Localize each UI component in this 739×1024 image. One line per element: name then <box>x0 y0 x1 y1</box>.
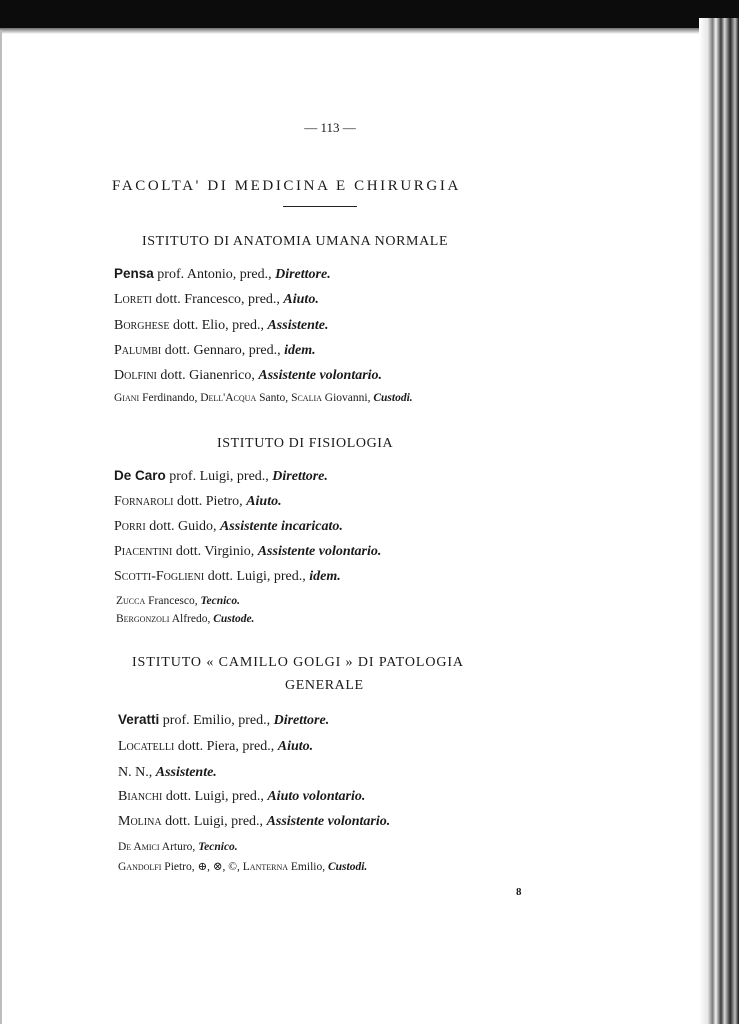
staff-surname: Dell'Acqua <box>200 392 257 404</box>
staff-surname: Zucca <box>116 595 146 607</box>
entry-role: Assistente incaricato. <box>219 519 343 534</box>
staff-line <box>116 613 254 625</box>
entry-line <box>114 368 382 384</box>
entry-line <box>118 765 217 781</box>
entry-role: Assistente volontario. <box>258 368 383 383</box>
staff-details: Arturo, <box>161 841 199 853</box>
entry-line <box>114 318 329 334</box>
staff-details: Pietro, ⊕, ⊗, ©, <box>164 861 243 873</box>
entry-surname: Palumbi <box>114 343 162 358</box>
staff-line <box>118 841 238 853</box>
staff-role: Custode. <box>213 613 255 625</box>
entry-line <box>114 519 343 535</box>
entry-details: dott. Gennaro, pred., <box>164 343 285 358</box>
entry-surname: Borghese <box>114 318 170 333</box>
staff-line <box>114 392 413 404</box>
entry-surname: Piacentini <box>114 544 173 559</box>
section-title-anatomia: ISTITUTO DI ANATOMIA UMANA NORMALE <box>142 234 449 249</box>
staff-role: Tecnico. <box>198 841 238 853</box>
signature-mark: 8 <box>516 886 522 898</box>
book-spine-edge <box>699 18 739 1024</box>
entry-role: Assistente. <box>155 765 217 780</box>
entry-surname: Locatelli <box>118 739 175 754</box>
staff-surname: Gandolfi <box>118 861 162 873</box>
staff-details: Santo, <box>259 392 292 404</box>
entry-surname: Bianchi <box>118 789 163 804</box>
entry-role: Assistente. <box>267 318 329 333</box>
entry-surname: N. N., <box>118 765 153 780</box>
staff-surname: De Amici <box>118 841 160 853</box>
entry-surname: De Caro <box>114 468 166 483</box>
entry-details: dott. Luigi, pred., <box>207 569 310 584</box>
staff-details: Ferdinando, <box>142 392 201 404</box>
entry-surname: Dolfini <box>114 368 157 383</box>
entry-details: dott. Luigi, pred., <box>165 789 268 804</box>
entry-line <box>114 343 316 359</box>
entry-role: Direttore. <box>272 469 328 484</box>
staff-surname: Giani <box>114 392 140 404</box>
entry-role: idem. <box>284 343 316 358</box>
staff-surname: Bergonzoli <box>116 613 170 625</box>
staff-role: Custodi. <box>327 861 368 873</box>
entry-line <box>118 789 365 805</box>
entry-line <box>114 569 341 585</box>
entry-role: Aiuto volontario. <box>267 789 366 804</box>
page-number: — 113 — <box>304 120 356 135</box>
entry-role: Direttore. <box>273 713 330 728</box>
entry-details: dott. Elio, pred., <box>172 318 268 333</box>
entry-details: dott. Guido, <box>149 519 220 534</box>
entry-line <box>118 739 313 755</box>
entry-role: Aiuto. <box>277 739 314 754</box>
entry-details: dott. Gianenrico, <box>160 368 259 383</box>
entry-surname: Porri <box>114 519 146 534</box>
entry-role: Aiuto. <box>283 292 319 307</box>
section-title-patologia: ISTITUTO « CAMILLO GOLGI » DI PATOLOGIA <box>132 655 464 670</box>
entry-line <box>114 468 328 485</box>
entry-line <box>114 292 319 308</box>
entry-surname: Molina <box>118 814 162 829</box>
entry-role: Direttore. <box>275 267 331 282</box>
staff-details: Alfredo, <box>171 613 214 625</box>
staff-role: Custodi. <box>373 392 413 404</box>
entry-line <box>118 712 329 729</box>
entry-details: dott. Francesco, pred., <box>155 292 284 307</box>
entry-details: dott. Virginio, <box>175 544 258 559</box>
entry-details: dott. Piera, pred., <box>177 739 278 754</box>
entry-details: dott. Luigi, pred., <box>165 814 267 829</box>
entry-line <box>114 544 381 560</box>
entry-surname: Loreti <box>114 292 152 307</box>
faculty-title: FACOLTA' DI MEDICINA E CHIRURGIA <box>112 178 461 194</box>
entry-surname: Scotti-Foglieni <box>114 569 205 584</box>
entry-surname: Fornaroli <box>114 494 174 509</box>
entry-role: Assistente volontario. <box>257 544 382 559</box>
entry-role: idem. <box>309 569 341 584</box>
staff-surname: Scalia <box>291 392 322 404</box>
scan-top-shadow <box>0 24 739 34</box>
staff-details: Francesco, <box>148 595 201 607</box>
staff-line <box>118 859 367 873</box>
section-title-patologia-line2: GENERALE <box>285 678 364 693</box>
entry-surname: Pensa <box>114 266 154 281</box>
entry-role: Aiuto. <box>246 494 282 509</box>
title-underline <box>283 206 357 207</box>
entry-role: Assistente volontario. <box>266 814 391 829</box>
entry-surname: Veratti <box>118 712 160 727</box>
entry-details: dott. Pietro, <box>176 494 247 509</box>
entry-line <box>114 494 282 510</box>
staff-details: Emilio, <box>290 861 328 873</box>
page-left-edge <box>0 30 2 1024</box>
entry-details: prof. Antonio, pred., <box>157 267 276 282</box>
staff-line <box>116 595 240 607</box>
entry-details: prof. Luigi, pred., <box>169 469 273 484</box>
section-title-fisiologia: ISTITUTO DI FISIOLOGIA <box>217 436 394 451</box>
staff-details: Giovanni, <box>324 392 374 404</box>
staff-surname: Lanterna <box>242 861 289 873</box>
entry-details: prof. Emilio, pred., <box>162 713 274 728</box>
entry-line <box>118 814 390 830</box>
staff-role: Tecnico. <box>200 595 241 607</box>
entry-line <box>114 266 331 283</box>
